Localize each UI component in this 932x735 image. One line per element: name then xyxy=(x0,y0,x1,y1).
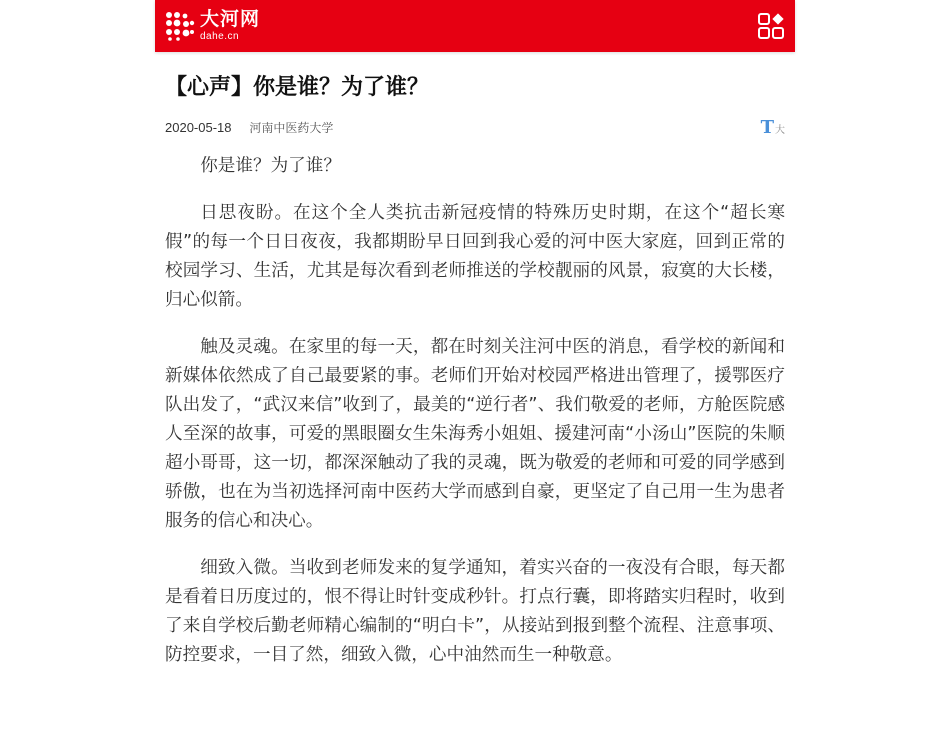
mobile-article-page xyxy=(155,0,795,688)
article-paragraph: 细致入微。当收到老师发来的复学通知，着实兴奋的一夜没有合眼，每天都是看着日历度过的，恨不得让时针变成秒针。打点行囊，即将踏实归程时，收到了来自学校后勤老师精心编制的“明白卡”，从接站到报到整个流程、注意事项、防控要求，一目了然，细致入微，心中油然而生一种敬意。 xyxy=(165,558,785,665)
article-paragraph: 触及灵魂。在家里的每一天，都在时刻关注河中医的消息，看学校的新闻和新媒体依然成了自己最要紧的事。老师们开始对校园严格进出管理了，援鄂医疗队出发了，“武汉来信”收到了，最美的“逆行者”、我们敬爱的老师，方舱医院感人至深的故事，可爱的黑眼圈女生朱海秀小姐姐、援建河南“小汤山”医院的朱顺超小哥哥，这一切，都深深触动了我的灵魂，既为敬爱的老师和可爱的同学感到骄傲，也在为当初选择河南中医药大学而感到自豪，更坚定了自己用一生为患者服务的信心和决心。 xyxy=(165,337,785,531)
apps-grid-icon[interactable] xyxy=(757,12,785,40)
publish-date: 2020-05-18 xyxy=(165,120,232,135)
logo-text xyxy=(200,10,260,42)
article-body xyxy=(165,152,785,670)
logo-name: 大河网 xyxy=(200,8,261,30)
site-logo[interactable] xyxy=(165,8,260,44)
top-bar xyxy=(155,0,795,52)
article-paragraph: 你是谁？为了谁？ xyxy=(200,156,341,176)
font-size-label: 大 xyxy=(775,125,785,136)
dots-grid-logo-icon xyxy=(165,11,195,41)
font-size-icon: T xyxy=(760,117,774,138)
logo-domain: dahe.cn xyxy=(200,31,240,42)
article-meta xyxy=(165,118,785,138)
article-source: 河南中医药大学 xyxy=(249,121,334,135)
font-size-toggle-button[interactable] xyxy=(761,118,785,138)
article-paragraph: 日思夜盼。在这个全人类抗击新冠疫情的特殊历史时期，在这个“超长寒假”的每一个日日夜夜，我都期盼早日回到我心爱的河中医大家庭，回到正常的校园学习、生活，尤其是每次看到老师推送的学校靓丽的风景，寂寞的大长楼，归心似箭。 xyxy=(165,203,785,310)
article-title: 【心声】你是谁？为了谁？ xyxy=(165,75,430,100)
